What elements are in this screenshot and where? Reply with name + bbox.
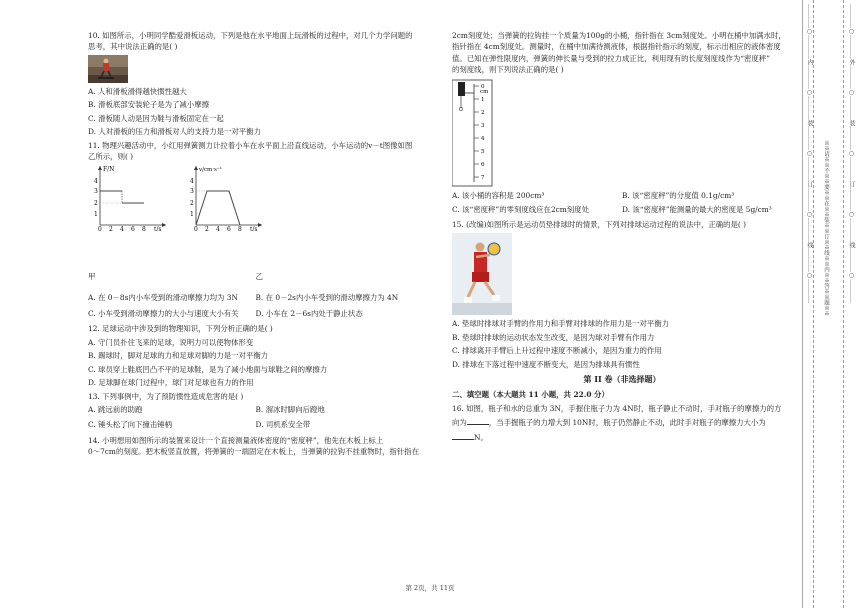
q14-option-d: D. 该“密度秤”能测量的最大的密度是 5g/cm³ [622,205,772,215]
q10-option-c: C. 滑板随人动是因为鞋与滑板固定在一起 [88,113,224,123]
q11-option-d: D. 小车在 2－6s内处于静止状态 [255,308,363,318]
figure-label-jia: 甲 [88,271,96,281]
velocity-graph-ylabel: v/cm·s⁻¹ [199,166,222,173]
q11-figure-labels [88,271,423,282]
ruler-tick-2: 2 [481,109,485,116]
velocity-graph-ytick-4: 4 [190,177,194,185]
q14-cont-line1: 2cm刻度处；当弹簧的拉钩挂一个质量为100g的小桶，指针指在 3cm刻度处。小明在桶中加满水时， [452,31,786,40]
q10-option-b: B. 滑板底部安装轮子是为了减小摩擦 [88,100,209,110]
force-graph-ytick-3: 3 [94,187,98,195]
binding-outer-text: …………○…………外…………○…………装…………○…………订…………○…………线…………○………… [848,4,855,303]
part2-title: 二、填空题（本大题共 11 小题，共 22.0 分） [452,389,609,399]
q14-line1: 14. 小明想用如图所示的装置来设计一个直接测量液体密度的“密度秤”，他先在木板上标上 [88,435,384,445]
section-title: 第 II 卷（非选择题） [583,374,661,385]
force-time-graph [90,163,170,231]
q16-line2 [452,417,792,428]
q14-option-c: C. 该“密度秤”的零刻度线应在2cm刻度处 [452,205,589,215]
q16-line3 [452,432,792,443]
q14-option-b: B. 该“密度秤”的分度值 0.1g/cm³ [622,190,735,200]
force-graph-xtick-8: 8 [142,225,146,231]
q15-option-b: B. 垫球时排球的运动状态发生改变，是因为球对手臂有作用力 [452,332,655,342]
q16-blank-1[interactable] [467,417,489,425]
velocity-graph-xtick-8: 8 [238,225,242,231]
right-column [452,30,792,443]
velocity-time-graph [184,163,266,231]
q13-options-row2 [88,419,423,430]
force-graph-xtick-4: 4 [120,225,124,231]
q11-option-c: C. 小车受到滑动摩擦力的大小与速度大小有关 [88,308,239,318]
q10-option-a: A. 人和滑板滑得越快惯性越大 [88,86,187,96]
binding-margin [802,0,860,608]
q13-option-c: C. 锤头松了向下撞击锤柄 [88,420,172,430]
velocity-graph-ytick-2: 2 [190,199,194,207]
force-graph-ytick-2: 2 [94,199,98,207]
q16-blank-2[interactable] [452,432,474,440]
left-column [88,30,423,458]
ruler-unit: cm [480,88,489,95]
q14-cont-line2: 指针指在 4cm刻度处。测量时，在桶中加满待测液体，根据指针指示的刻度，标示出相应的液体密度 [452,42,781,52]
velocity-graph-xtick-0: 0 [194,225,198,231]
ruler-tick-4: 4 [481,135,485,142]
q11-stem-line1: 11. 物理兴趣活动中，小红用弹簧测力计拉着小车在水平面上沿直线运动，小车运动的v－t图像如图 [88,140,413,150]
q16-line2-part-b: ，当手握瓶子的力增大到 10N时，瓶子仍然静止不动，此时手对瓶子的摩擦力大小为 [488,418,766,428]
velocity-graph-xtick-6: 6 [227,225,231,231]
q14-cont-line3: 值。已知在弹性限度内，弹簧的伸长量与受到的拉力成正比，利用现有的长度刻度线作为“密度秤” [452,53,770,63]
q14-option-a: A. 该小桶的容积是 200cm³ [452,190,545,200]
q15-option-d: D. 排球在下落过程中速度不断变大，是因为排球具有惯性 [452,359,640,369]
skateboard-photo [88,55,128,83]
ruler-tick-0: 0 [481,83,485,90]
velocity-graph-xtick-2: 2 [205,225,209,231]
q16-line1: 16. 如图，瓶子和水的总重为 3N，手握住瓶子力为 4N时，瓶子静止不动时，手对瓶子的摩擦力的方 [452,404,782,414]
force-graph-xtick-2: 2 [109,225,113,231]
q10-stem-line2: 思考，其中说法正确的是( ) [88,42,178,52]
q11-graphs [88,163,423,235]
q10-option-d: D. 人对滑板的压力和滑板对人的支持力是一对平衡力 [88,127,261,137]
velocity-graph-ytick-3: 3 [190,187,194,195]
velocity-graph-xtick-4: 4 [216,225,220,231]
q12-option-d: D. 足球脚在球门过程中，球门对足球也有力的作用 [88,378,254,388]
q11-option-a: A. 在 0－8s内小车受到的滑动摩擦力均为 3N [88,293,238,303]
q13-option-d: D. 司机系安全带 [255,420,311,430]
q13-option-b: B. 溜冰时脚向后蹬地 [255,404,325,414]
ruler-tick-7: 7 [481,174,485,181]
ruler-tick-1: 1 [481,96,485,103]
figure-label-yi: 乙 [255,271,263,281]
velocity-graph-xlabel: t/s [250,225,258,231]
q16-line2-part-a: 向为 [452,418,467,428]
page-footer: 第 2页，共 11页 [405,584,455,592]
q15-option-a: A. 垫球时排球对手臂的作用力和手臂对排球的作用力是一对平衡力 [452,319,669,329]
ruler-tick-6: 6 [481,161,485,168]
q16-line3-text: N。 [474,432,488,442]
binding-line-outer [843,0,844,608]
q10-stem-line1: 10. 如图所示，小明同学酷爱滑板运动，下列是他在水平地面上玩滑板的过程中，对几个力学问题的 [88,31,413,40]
q11-stem-line2: 乙所示，则( ) [88,152,134,162]
ruler-tick-5: 5 [481,148,485,155]
ruler-tick-3: 3 [481,122,485,129]
force-graph-xlabel: t/s [154,225,162,231]
force-graph-ytick-4: 4 [94,177,98,185]
q11-option-b: B. 在 0－2s内小车受到的滑动摩擦力为 4N [255,293,399,303]
q14-cont-line4: 的刻度线，则下列说法正确的是( ) [452,65,564,75]
q14-options-row2 [452,204,792,215]
q15-stem: 15. (改编)如图所示是运动员垫排球时的情景，下列对排球运动过程的说法中，正确的是( ) [452,219,747,229]
q12-stem: 12. 足球运动中涉及到的物理知识，下列分析正确的是( ) [88,324,273,334]
volleyball-photo [452,233,512,315]
force-graph-xtick-0: 0 [98,225,102,231]
q14-options-row1 [452,190,792,201]
force-graph-ylabel: F/N [103,165,115,173]
q12-option-b: B. 踢球时，脚对足球的力和足球对脚的力是一对平衡力 [88,351,269,361]
q14-line2: 0～7cm的刻度。把木板竖直放置，将弹簧的一端固定在木板上，当弹簧的拉钩不挂重物时，指针指在 [88,447,419,457]
binding-inner-text: …………○…………内…………○…………装…………○…………订…………○…………线…………○………… [806,4,813,303]
q13-option-a: A. 跳远前的助跑 [88,404,143,414]
q12-option-a: A. 守门员扑住飞来的足球，说明力可以使物体形变 [88,337,254,347]
force-graph-ytick-1: 1 [94,210,98,218]
q13-stem: 13. 下列事例中，为了预防惯性造成危害的是( ) [88,391,244,401]
q15-option-c: C. 排球离开手臂后上升过程中速度不断减小，是因为重力的作用 [452,346,662,356]
q11-options-row1 [88,292,423,303]
velocity-graph-ytick-1: 1 [190,210,194,218]
binding-warning-text: ※※请※※不※※要※※在※※装※※订※※线※※内※※答※※题※※ [823,140,829,316]
q11-options-row2 [88,308,423,319]
density-scale-ruler [452,78,496,188]
q12-option-c: C. 球员穿上鞋底凹凸不平的足球鞋，是为了减小地面与球鞋之间的摩擦力 [88,364,328,374]
force-graph-xtick-6: 6 [131,225,135,231]
q13-options-row1 [88,404,423,415]
